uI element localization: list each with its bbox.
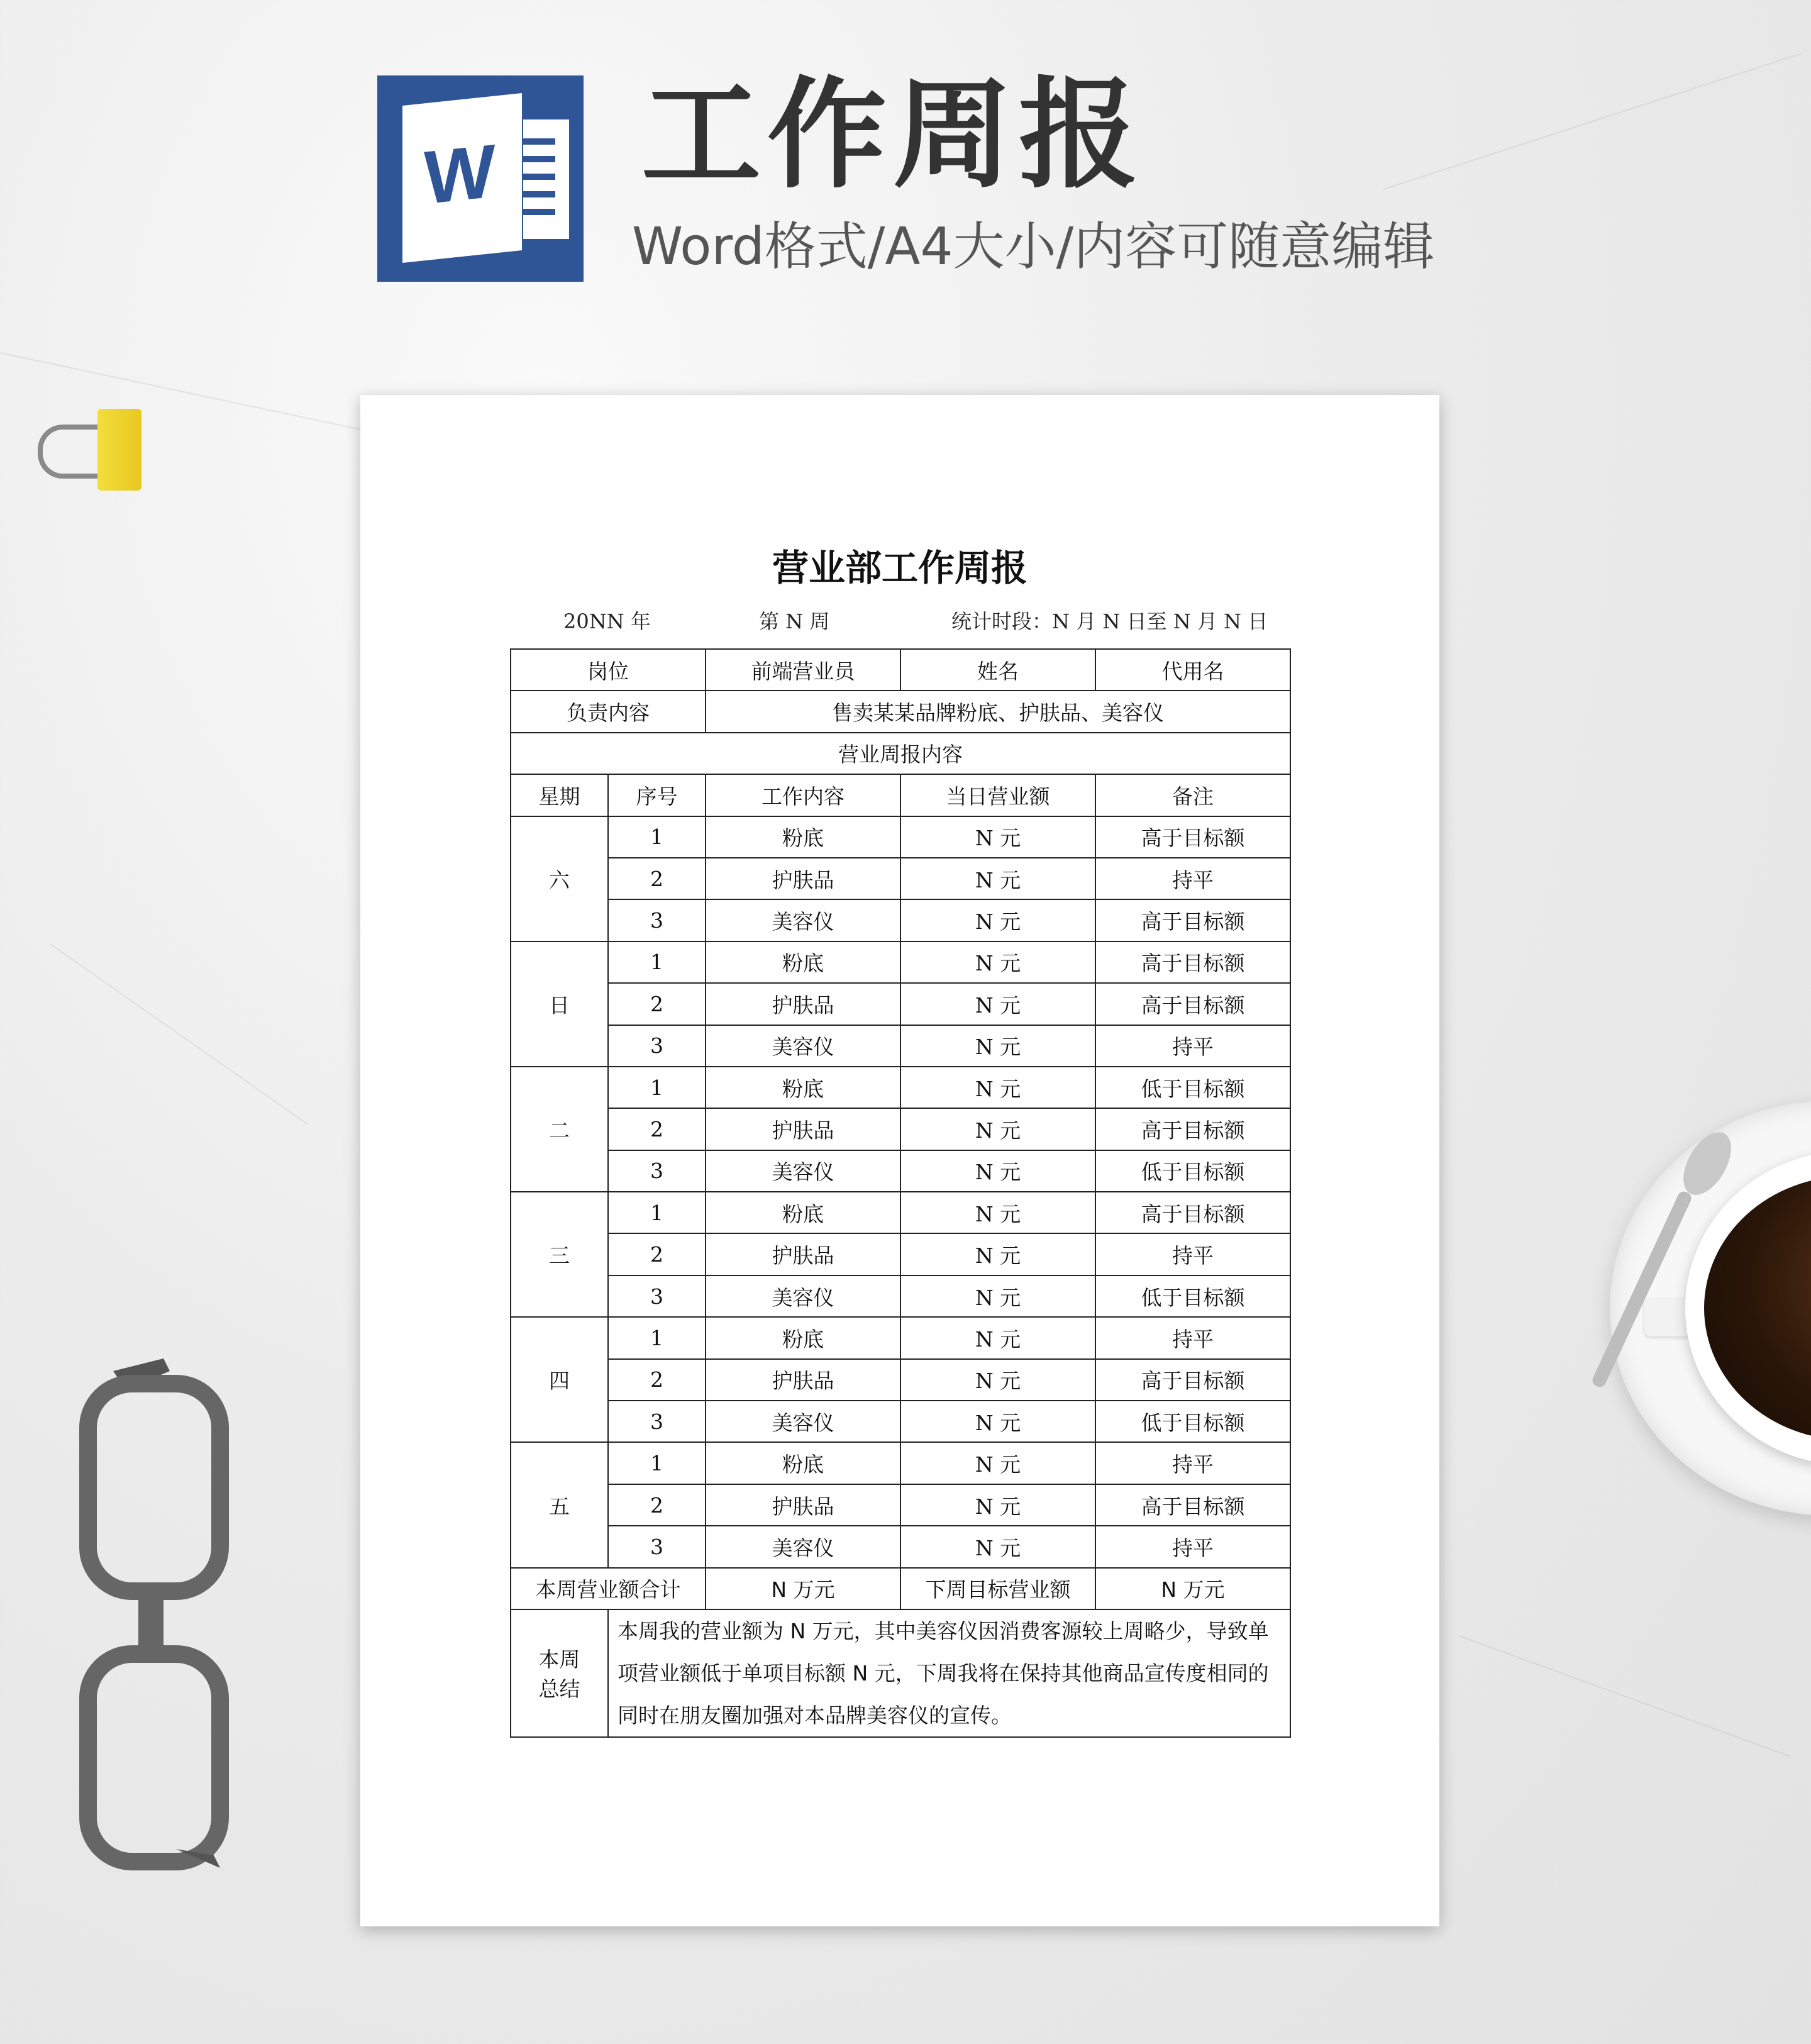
- daily-amount-cell[interactable]: N 元: [900, 816, 1095, 858]
- table-row: [511, 983, 1290, 1025]
- work-content-cell[interactable]: 美容仪: [706, 1275, 900, 1317]
- word-logo-letter: W: [424, 128, 496, 221]
- daily-amount-cell[interactable]: N 元: [900, 983, 1095, 1025]
- weekday-cell: 四: [511, 1317, 608, 1442]
- glasses-icon: [75, 1358, 239, 1874]
- binder-clip-icon: [38, 403, 145, 491]
- duty-label: 负责内容: [511, 691, 706, 732]
- daily-amount-cell[interactable]: N 元: [900, 1442, 1095, 1484]
- weekday-cell: 三: [511, 1192, 608, 1317]
- col-header-weekday: 星期: [511, 774, 608, 816]
- weekday-cell: 五: [511, 1442, 608, 1567]
- table-row: [511, 1025, 1290, 1067]
- table-row: [511, 1150, 1290, 1192]
- weekday-cell: 二: [511, 1067, 608, 1192]
- row-number: 3: [608, 1401, 706, 1442]
- table-row: [511, 1067, 1290, 1108]
- duty-row: [511, 691, 1290, 732]
- marble-vein: [50, 943, 308, 1125]
- name-value[interactable]: 代用名: [1095, 649, 1290, 691]
- daily-amount-cell[interactable]: N 元: [900, 1108, 1095, 1150]
- next-target-label: 下周目标营业额: [900, 1568, 1095, 1609]
- table-row: [511, 1275, 1290, 1317]
- note-cell[interactable]: 高于目标额: [1095, 816, 1290, 858]
- row-number: 3: [608, 1150, 706, 1192]
- table-row: [511, 1526, 1290, 1567]
- info-row: [511, 649, 1290, 691]
- table-row: [511, 1233, 1290, 1275]
- table-row: [511, 1359, 1290, 1401]
- work-content-cell[interactable]: 护肤品: [706, 858, 900, 899]
- row-number: 1: [608, 941, 706, 983]
- work-content-cell[interactable]: 美容仪: [706, 1401, 900, 1442]
- work-content-cell[interactable]: 粉底: [706, 1317, 900, 1358]
- note-cell[interactable]: 持平: [1095, 1233, 1290, 1275]
- duty-value[interactable]: 售卖某某品牌粉底、护肤品、美容仪: [706, 691, 1290, 732]
- row-number: 1: [608, 1442, 706, 1484]
- daily-amount-cell[interactable]: N 元: [900, 1526, 1095, 1567]
- summary-text[interactable]: 本周我的营业额为 N 万元，其中美容仪因消费客源较上周略少，导致单项营业额低于单项目标额 N 元，下周我将在保持其他商品宣传度相同的同时在朋友圈加强对本品牌美容仪的宣传。: [608, 1609, 1290, 1737]
- daily-amount-cell[interactable]: N 元: [900, 941, 1095, 983]
- note-cell[interactable]: 持平: [1095, 858, 1290, 899]
- position-label: 岗位: [511, 649, 706, 691]
- work-content-cell[interactable]: 护肤品: [706, 1233, 900, 1275]
- note-cell[interactable]: 高于目标额: [1095, 1192, 1290, 1233]
- row-number: 2: [608, 1359, 706, 1401]
- note-cell[interactable]: 低于目标额: [1095, 1401, 1290, 1442]
- row-number: 2: [608, 1108, 706, 1150]
- col-header-work-content: 工作内容: [706, 774, 900, 816]
- work-content-cell[interactable]: 粉底: [706, 1067, 900, 1108]
- col-header-daily-amount: 当日营业额: [900, 774, 1095, 816]
- table-row: [511, 1108, 1290, 1150]
- document-period: 统计时段：N 月 N 日至 N 月 N 日: [951, 609, 1268, 633]
- name-label: 姓名: [900, 649, 1095, 691]
- weekly-report-table: [510, 648, 1291, 1738]
- summary-row: [511, 1609, 1290, 1737]
- work-content-cell[interactable]: 美容仪: [706, 899, 900, 941]
- total-row: [511, 1568, 1290, 1609]
- work-content-cell[interactable]: 护肤品: [706, 1108, 900, 1150]
- note-cell[interactable]: 低于目标额: [1095, 1275, 1290, 1317]
- section-row: [511, 733, 1290, 774]
- daily-amount-cell[interactable]: N 元: [900, 858, 1095, 899]
- page-title: 工作周报: [641, 65, 1145, 204]
- row-number: 1: [608, 1192, 706, 1233]
- daily-amount-cell[interactable]: N 元: [900, 899, 1095, 941]
- note-cell[interactable]: 持平: [1095, 1025, 1290, 1067]
- table-row: [511, 1442, 1290, 1484]
- marble-vein: [1459, 1635, 1790, 1757]
- word-logo-icon: [377, 75, 584, 282]
- next-target-value[interactable]: N 万元: [1095, 1568, 1290, 1609]
- document-page: [360, 395, 1439, 1926]
- document-week: 第 N 周: [759, 609, 830, 633]
- row-number: 1: [608, 1067, 706, 1108]
- table-row: [511, 1317, 1290, 1358]
- work-content-cell[interactable]: 美容仪: [706, 1526, 900, 1567]
- col-header-number: 序号: [608, 774, 706, 816]
- col-header-note: 备注: [1095, 774, 1290, 816]
- weekday-cell: 六: [511, 816, 608, 941]
- table-row: [511, 1192, 1290, 1233]
- work-content-cell[interactable]: 美容仪: [706, 1025, 900, 1067]
- summary-label: 本周总结: [511, 1609, 608, 1737]
- daily-amount-cell[interactable]: N 元: [900, 1025, 1095, 1067]
- work-content-cell[interactable]: 护肤品: [706, 983, 900, 1025]
- word-w-badge: [402, 93, 522, 263]
- note-cell[interactable]: 持平: [1095, 1526, 1290, 1567]
- row-number: 3: [608, 899, 706, 941]
- work-content-cell[interactable]: 护肤品: [706, 1484, 900, 1526]
- note-cell[interactable]: 高于目标额: [1095, 899, 1290, 941]
- work-content-cell[interactable]: 粉底: [706, 941, 900, 983]
- table-row: [511, 816, 1290, 858]
- position-value[interactable]: 前端营业员: [706, 649, 900, 691]
- daily-amount-cell[interactable]: N 元: [900, 1401, 1095, 1442]
- table-row: [511, 858, 1290, 899]
- page-subtitle: Word格式/A4大小/内容可随意编辑: [632, 217, 1435, 277]
- weekday-cell: 日: [511, 941, 608, 1067]
- note-cell[interactable]: 低于目标额: [1095, 1067, 1290, 1108]
- row-number: 3: [608, 1275, 706, 1317]
- row-number: 3: [608, 1025, 706, 1067]
- work-content-cell[interactable]: 粉底: [706, 1442, 900, 1484]
- row-number: 2: [608, 1233, 706, 1275]
- marble-vein: [1383, 53, 1802, 190]
- daily-amount-cell[interactable]: N 元: [900, 1317, 1095, 1358]
- daily-amount-cell[interactable]: N 元: [900, 1233, 1095, 1275]
- work-content-cell[interactable]: 粉底: [706, 816, 900, 858]
- note-cell[interactable]: 低于目标额: [1095, 1150, 1290, 1192]
- total-value[interactable]: N 万元: [706, 1568, 900, 1609]
- row-number: 2: [608, 983, 706, 1025]
- row-number: 3: [608, 1526, 706, 1567]
- daily-amount-cell[interactable]: N 元: [900, 1067, 1095, 1108]
- work-content-cell[interactable]: 粉底: [706, 1192, 900, 1233]
- row-number: 2: [608, 858, 706, 899]
- row-number: 1: [608, 1317, 706, 1358]
- daily-amount-cell[interactable]: N 元: [900, 1484, 1095, 1526]
- daily-amount-cell[interactable]: N 元: [900, 1275, 1095, 1317]
- total-label: 本周营业额合计: [511, 1568, 706, 1609]
- document-year: 20NN 年: [563, 609, 651, 633]
- column-header-row: [511, 774, 1290, 816]
- daily-amount-cell[interactable]: N 元: [900, 1150, 1095, 1192]
- note-cell[interactable]: 持平: [1095, 1442, 1290, 1484]
- table-row: [511, 899, 1290, 941]
- work-content-cell[interactable]: 护肤品: [706, 1359, 900, 1401]
- document-title: 营业部工作周报: [772, 547, 1027, 589]
- section-title: 营业周报内容: [511, 733, 1290, 774]
- work-content-cell[interactable]: 美容仪: [706, 1150, 900, 1192]
- row-number: 1: [608, 816, 706, 858]
- table-row: [511, 1401, 1290, 1442]
- note-cell[interactable]: 高于目标额: [1095, 941, 1290, 983]
- table-row: [511, 1484, 1290, 1526]
- daily-amount-cell[interactable]: N 元: [900, 1192, 1095, 1233]
- row-number: 2: [608, 1484, 706, 1526]
- note-cell[interactable]: 高于目标额: [1095, 1359, 1290, 1401]
- note-cell[interactable]: 高于目标额: [1095, 983, 1290, 1025]
- note-cell[interactable]: 高于目标额: [1095, 1108, 1290, 1150]
- daily-amount-cell[interactable]: N 元: [900, 1359, 1095, 1401]
- note-cell[interactable]: 高于目标额: [1095, 1484, 1290, 1526]
- note-cell[interactable]: 持平: [1095, 1317, 1290, 1358]
- table-row: [511, 941, 1290, 983]
